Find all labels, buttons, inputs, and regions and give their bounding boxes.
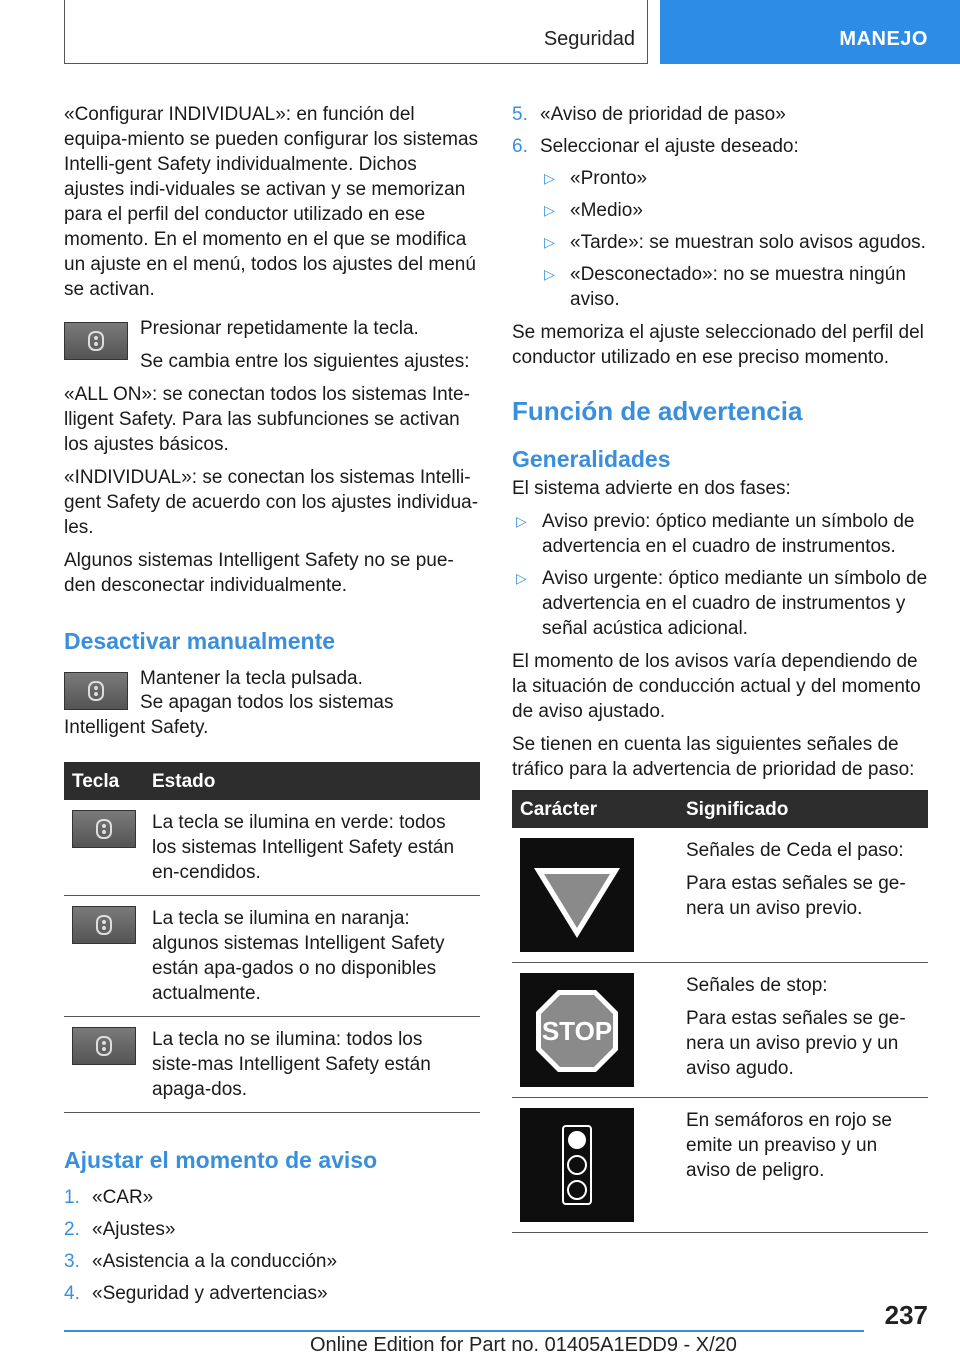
key-orange-icon (72, 906, 136, 944)
senales-paragraph: Se tienen en cuenta las siguientes señales de tráfico para la advertencia de prioridad de paso: (512, 734, 915, 780)
desactivar-heading: Desactivar manualmente (64, 628, 336, 654)
cycle-text: Se cambia entre los siguientes ajustes: (140, 351, 470, 372)
right-column (512, 102, 928, 1233)
sign-desc: Para estas señales se ge-nera un aviso previo. (686, 873, 906, 919)
list-item: ▷ «Tarde»: se muestran solo avisos agudos. (544, 232, 926, 253)
memoriza-paragraph: Se memoriza el ajuste seleccionado del perfil del conductor utilizado en ese preciso momento. (512, 322, 924, 368)
table-header-estado: Estado (144, 762, 480, 800)
sign-title: En semáforos en rojo se emite un preaviso y un aviso de peligro. (686, 1110, 892, 1181)
triangle-bullet-icon: ▷ (544, 202, 555, 218)
table-row (512, 828, 928, 963)
table-row (64, 896, 480, 1017)
list-item: ▷ «Pronto» (544, 168, 648, 189)
yield-sign-icon (520, 838, 634, 952)
sign-title: Señales de stop: (686, 975, 828, 996)
list-item: 2. «Ajustes» (64, 1219, 176, 1240)
fases-list (512, 509, 928, 641)
allon-paragraph: «ALL ON»: se conectan todos los sistemas Inte-lligent Safety. Para las subfunciones se activan los ajustes básicos. (64, 384, 470, 455)
intelligent-safety-key-icon (64, 322, 128, 360)
list-item: ▷ «Desconectado»: no se muestra ningún aviso. (544, 264, 906, 310)
press-instruction: Presionar repetidamente la tecla. (140, 318, 419, 339)
triangle-bullet-icon: ▷ (544, 170, 555, 186)
generalidades-heading: Generalidades (512, 446, 671, 472)
individual-paragraph: «INDIVIDUAL»: se conectan los sistemas Intelli-gent Safety de acuerdo con los ajustes individua-les. (64, 467, 479, 538)
table-row (64, 1017, 480, 1113)
list-item: 4. «Seguridad y advertencias» (64, 1283, 328, 1304)
left-column (64, 102, 480, 1313)
table-header-caracter: Carácter (512, 790, 678, 828)
table-row (512, 1098, 928, 1233)
table-row (512, 963, 928, 1098)
list-item: ▷ Aviso urgente: óptico mediante un símbolo de advertencia en el cuadro de instrumentos y señal acústica adicional. (516, 568, 928, 639)
hold-key-row (64, 666, 480, 712)
section-title: Seguridad (543, 28, 635, 50)
table-header-tecla: Tecla (64, 762, 144, 800)
list-item: ▷ «Medio» (544, 200, 643, 221)
funcion-heading: Función de advertencia (512, 396, 803, 426)
triangle-bullet-icon: ▷ (516, 513, 527, 529)
list-item: 1. «CAR» (64, 1187, 154, 1208)
page-number: 237 (884, 1300, 928, 1330)
list-item: ▷ Aviso previo: óptico mediante un símbolo de advertencia en el cuadro de instrumentos. (516, 511, 915, 557)
signs-table (512, 790, 928, 1233)
stop-sign-text: STOP (541, 1016, 613, 1046)
status-text: La tecla no se ilumina: todos los siste-mas Intelligent Safety están apaga-dos. (144, 1017, 480, 1113)
key-green-icon (72, 810, 136, 848)
status-text: La tecla se ilumina en naranja: algunos sistemas Intelligent Safety están apa-gados o no disponibles actualmente. (144, 896, 480, 1017)
fases-paragraph: El sistema advierte en dos fases: (512, 478, 791, 499)
steps-list (64, 1185, 480, 1306)
sign-title: Señales de Ceda el paso: (686, 840, 904, 861)
options-list (540, 166, 928, 312)
edition-footer: Online Edition for Part no. 01405A1EDD9 - X/20 (310, 1334, 737, 1356)
footer-divider (64, 1330, 864, 1332)
intelligent-safety-key-icon (64, 672, 128, 710)
table-header-significado: Significado (678, 790, 928, 828)
triangle-bullet-icon: ▷ (516, 570, 527, 586)
key-off-icon (72, 1027, 136, 1065)
triangle-bullet-icon: ▷ (544, 234, 555, 250)
hold-instruction: Mantener la tecla pulsada. (140, 668, 363, 689)
apagan-paragraph: Se apagan todos los sistemas Intelligent Safety. (64, 692, 394, 738)
stop-sign-icon (520, 973, 634, 1087)
traffic-light-icon (520, 1108, 634, 1222)
list-item: 3. «Asistencia a la conducción» (64, 1251, 338, 1272)
press-key-row (64, 316, 480, 374)
algunos-paragraph: Algunos sistemas Intelligent Safety no se pue-den desconectar individualmente. (64, 550, 454, 596)
sign-desc: Para estas señales se ge-nera un aviso previo y un aviso agudo. (686, 1008, 906, 1079)
intro-paragraph: «Configurar INDIVIDUAL»: en función del equipa-miento se pueden configurar los sistemas Intelli-gent Safety individualmente. Dichos ajustes indi-viduales se activan y se memorizan para el perfil del conductor utilizado en ese momento. En el momento en el que se modifica un ajuste en el menú, todos los ajustes del menú se activan. (64, 104, 479, 300)
ajustar-heading: Ajustar el momento de aviso (64, 1147, 378, 1173)
status-text: La tecla se ilumina en verde: todos los sistemas Intelligent Safety están en-cendidos. (144, 800, 480, 896)
chapter-tab-label: MANEJO (839, 28, 928, 50)
list-item: 5. «Aviso de prioridad de paso» (512, 104, 786, 125)
chapter-tab[interactable] (660, 0, 960, 64)
key-status-table (64, 762, 480, 1113)
table-row (64, 800, 480, 896)
steps-list-continued (512, 102, 928, 159)
list-item: 6. Seleccionar el ajuste deseado: (512, 136, 799, 157)
triangle-bullet-icon: ▷ (544, 266, 555, 282)
momento-paragraph: El momento de los avisos varía dependiendo de la situación de conducción actual y del momento de aviso ajustado. (512, 651, 921, 722)
